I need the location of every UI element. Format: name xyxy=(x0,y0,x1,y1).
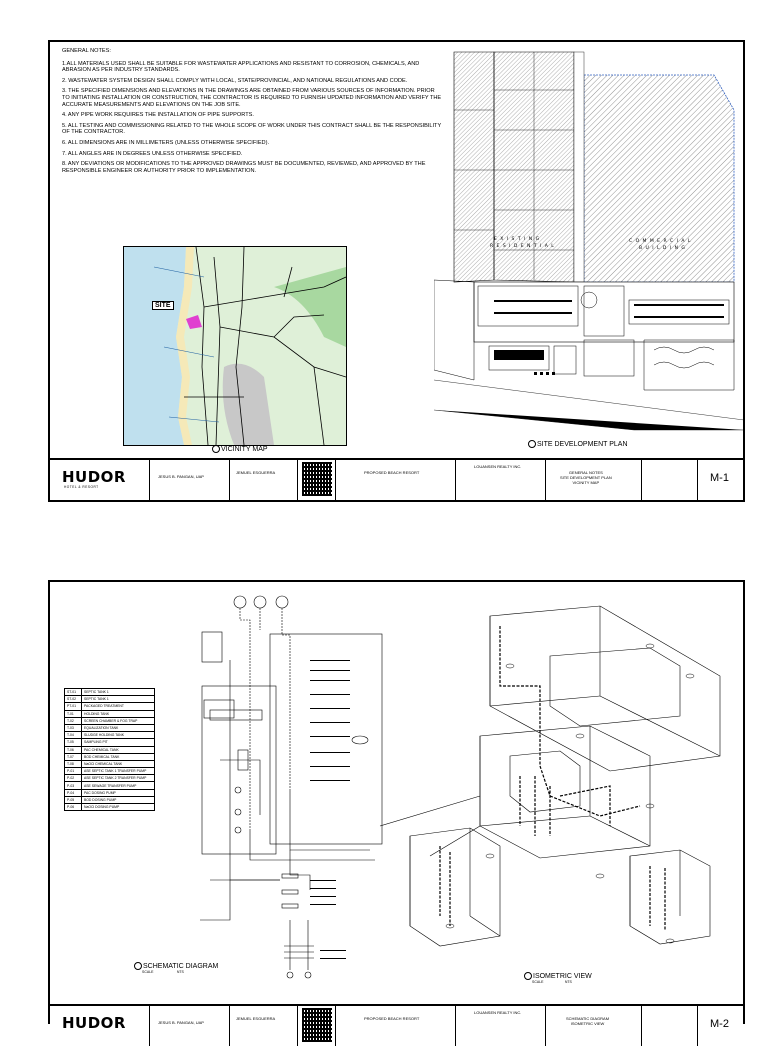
legend-row xyxy=(65,782,155,789)
legend-description: ASE SEPTIC TANK 1 TRANSFER PUMP xyxy=(82,768,155,775)
legend-code: T-01 xyxy=(65,710,82,717)
legend-description: EQUALIZATION TANK xyxy=(82,724,155,731)
legend-code: P-05 xyxy=(65,796,82,803)
sheet-title-cell xyxy=(546,1006,642,1046)
legend-description: SAMPLING PIT xyxy=(82,739,155,746)
legend-row xyxy=(65,789,155,796)
legend-code: T-03 xyxy=(65,724,82,731)
drawing-sheet-m2 xyxy=(48,580,745,1032)
sheet-number-cell xyxy=(698,460,743,500)
drawing-sheet-m1 xyxy=(48,40,745,502)
engineer-cell xyxy=(230,460,298,500)
svg-text:E X I S T I N G: E X I S T I N G xyxy=(494,237,541,242)
engineer-name: JEMUEL ESGUERRA xyxy=(236,1016,276,1021)
sheet-number: M-2 xyxy=(710,1018,729,1030)
legend-row xyxy=(65,796,155,803)
owner-name: LOUANSEN REALTY INC. xyxy=(474,1010,522,1015)
note-3: 3. THE SPECIFIED DIMENSIONS AND ELEVATIONS IN THE DRAWINGS ARE OBTAINED FROM VARIOUS SOURCES OF INFORMATION. PRIOR TO INITIATING INSTALLATION OR CONSTRUCTION, THE CONTRACTOR IS REQUIRED TO FURNISH UPDATED INFORMATION AND VERIFY THE ACCURATE MEASUREMENTS AND ELEVATIONS ON THE JOB SITE. xyxy=(62,88,442,108)
legend-description: NaOCl DOSING PUMP xyxy=(82,804,155,811)
schematic-scale: SCALE NTS xyxy=(142,970,184,974)
legend-row xyxy=(65,768,155,775)
hudor-logo: HUDOR xyxy=(62,1014,126,1032)
legend-row xyxy=(65,760,155,767)
legend-description: PAC CHEMICAL TANK xyxy=(82,746,155,753)
legend-code: T-06 xyxy=(65,746,82,753)
legend-code: PT-01 xyxy=(65,703,82,710)
legend-row xyxy=(65,732,155,739)
site-label: SITE xyxy=(152,301,174,310)
logo-subtitle: HOTEL & RESORT xyxy=(64,485,99,489)
legend-code: P-06 xyxy=(65,804,82,811)
legend-code: T-08 xyxy=(65,760,82,767)
svg-text:C O M M E R C I A L: C O M M E R C I A L xyxy=(629,239,692,244)
legend-description: PACKAGED TREATMENT xyxy=(82,703,155,710)
revision-cell xyxy=(642,460,698,500)
general-notes xyxy=(62,48,442,178)
isometric-caption-block xyxy=(524,972,592,984)
architect-cell xyxy=(150,460,230,500)
legend-row xyxy=(65,739,155,746)
owner-name: LOUANSEN REALTY INC. xyxy=(474,464,522,469)
isometric-caption: ISOMETRIC VIEW xyxy=(533,972,592,980)
legend-description: BOD CHEMICAL TANK xyxy=(82,753,155,760)
legend-code: T-04 xyxy=(65,732,82,739)
legend-code: ST-02 xyxy=(65,696,82,703)
architect-name: JESUS B. PANGAN, UAP xyxy=(158,474,204,479)
legend-code: T-02 xyxy=(65,717,82,724)
revision-cell xyxy=(642,1006,698,1046)
legend-row xyxy=(65,724,155,731)
notes-heading: GENERAL NOTES: xyxy=(62,48,111,54)
svg-text:R E S I D E N T I A L: R E S I D E N T I A L xyxy=(490,244,555,249)
architect-cell xyxy=(150,1006,230,1046)
site-plan-caption-block xyxy=(528,440,628,448)
caption-marker-icon xyxy=(134,962,142,970)
legend-description: HOLDING TANK xyxy=(82,710,155,717)
legend-row xyxy=(65,753,155,760)
caption-marker-icon xyxy=(528,440,536,448)
legend-row xyxy=(65,775,155,782)
logo-cell xyxy=(50,1006,150,1046)
note-6: 6. ALL DIMENSIONS ARE IN MILLIMETERS (UNLESS OTHERWISE SPECIFIED). xyxy=(62,139,270,146)
vicinity-caption: VICINITY MAP xyxy=(221,445,268,453)
legend-row xyxy=(65,710,155,717)
legend-code: P-04 xyxy=(65,789,82,796)
qr-code xyxy=(302,1008,332,1042)
qr-code xyxy=(302,462,332,496)
schematic-caption-block xyxy=(134,962,218,974)
sheet-number: M-1 xyxy=(710,472,729,484)
note-1: 1.ALL MATERIALS USED SHALL BE SUITABLE FOR WASTEWATER APPLICATIONS AND RESISTANT TO CORROSION, CHEMICALS, AND ABRASION AS PER INDUSTRY STANDARDS. xyxy=(62,60,420,74)
schematic-caption: SCHEMATIC DIAGRAM xyxy=(143,962,219,970)
engineer-cell xyxy=(230,1006,298,1046)
isometric-view xyxy=(350,596,746,966)
note-7: 7. ALL ANGLES ARE IN DEGREES UNLESS OTHERWISE SPECIFIED. xyxy=(62,150,243,157)
legend-description: ASE SEWAGE TRANSFER PUMP xyxy=(82,782,155,789)
note-5: 5. ALL TESTING AND COMMISSIONING RELATED TO THE WHOLE SCOPE OF WORK UNDER THIS CONTRACT SHALL BE THE RESPONSIBILITY OF THE CONTRACTOR. xyxy=(62,122,442,136)
note-2: 2. WASTEWATER SYSTEM DESIGN SHALL COMPLY WITH LOCAL, STATE/PROVINCIAL, AND NATIONAL REGULATIONS AND CODE. xyxy=(62,77,408,84)
legend-code: ST-01 xyxy=(65,689,82,696)
caption-marker-icon xyxy=(524,972,532,980)
sheet-title-cell xyxy=(546,460,642,500)
site-plan-caption: SITE DEVELOPMENT PLAN xyxy=(537,440,628,448)
engineer-name: JEMUEL ESGUERRA xyxy=(236,470,276,475)
legend-description: SLUDGE HOLDING TANK xyxy=(82,732,155,739)
project-cell xyxy=(336,460,456,500)
legend-code: P-03 xyxy=(65,782,82,789)
legend-row xyxy=(65,804,155,811)
svg-text:B U I L D I N G: B U I L D I N G xyxy=(639,246,686,251)
legend-description: PAC DOSING PUMP xyxy=(82,789,155,796)
title-block-m2 xyxy=(50,1004,743,1046)
caption-marker-icon xyxy=(212,445,220,453)
legend-description: ASE SEPTIC TANK 2 TRANSFER PUMP xyxy=(82,775,155,782)
legend-code: P-01 xyxy=(65,768,82,775)
legend-description: SEPTIC TANK 1 xyxy=(82,689,155,696)
site-development-plan xyxy=(434,50,744,456)
architect-name: JESUS B. PANGAN, UAP xyxy=(158,1020,204,1025)
legend-code: P-02 xyxy=(65,775,82,782)
logo-cell xyxy=(50,460,150,500)
vicinity-caption-block xyxy=(212,445,268,453)
project-name: PROPOSED BEACH RESORT xyxy=(364,1016,420,1021)
note-4: 4. ANY PIPE WORK REQUIRES THE INSTALLATION OF PIPE SUPPORTS. xyxy=(62,112,254,119)
legend-description: SCREEN CHAMBER & FOG TRAP xyxy=(82,717,155,724)
sheet-title: SCHEMATIC DIAGRAM ISOMETRIC VIEW xyxy=(566,1016,610,1026)
project-cell xyxy=(336,1006,456,1046)
isometric-scale: SCALE NTS xyxy=(532,980,572,984)
qr-cell xyxy=(298,1006,336,1046)
sheet-number-cell xyxy=(698,1006,743,1046)
qr-cell xyxy=(298,460,336,500)
hudor-logo: HUDOR xyxy=(62,468,126,486)
note-8: 8. ANY DEVIATIONS OR MODIFICATIONS TO THE APPROVED DRAWINGS MUST BE DOCUMENTED, REVIEWED, AND APPROVED BY THE RESPONSIBLE ENGINEER OR AUTHORITY PRIOR TO IMPLEMENTATION. xyxy=(62,161,426,174)
legend-code: T-07 xyxy=(65,753,82,760)
sheet-title: GENERAL NOTES SITE DEVELOPMENT PLAN VICINITY MAP xyxy=(560,470,612,485)
legend-description: SEPTIC TANK 1 xyxy=(82,696,155,703)
owner-cell xyxy=(456,460,546,500)
legend-description: BOD DOSING PUMP xyxy=(82,796,155,803)
legend-code: T-05 xyxy=(65,739,82,746)
legend-row xyxy=(65,717,155,724)
legend-row xyxy=(65,696,155,703)
legend-row xyxy=(65,703,155,710)
owner-cell xyxy=(456,1006,546,1046)
equipment-legend xyxy=(64,688,155,811)
title-block-m1 xyxy=(50,458,743,500)
legend-row xyxy=(65,746,155,753)
vicinity-map xyxy=(123,246,347,446)
project-name: PROPOSED BEACH RESORT xyxy=(364,470,420,475)
legend-description: NaOCl CHEMICAL TANK xyxy=(82,760,155,767)
legend-row xyxy=(65,689,155,696)
